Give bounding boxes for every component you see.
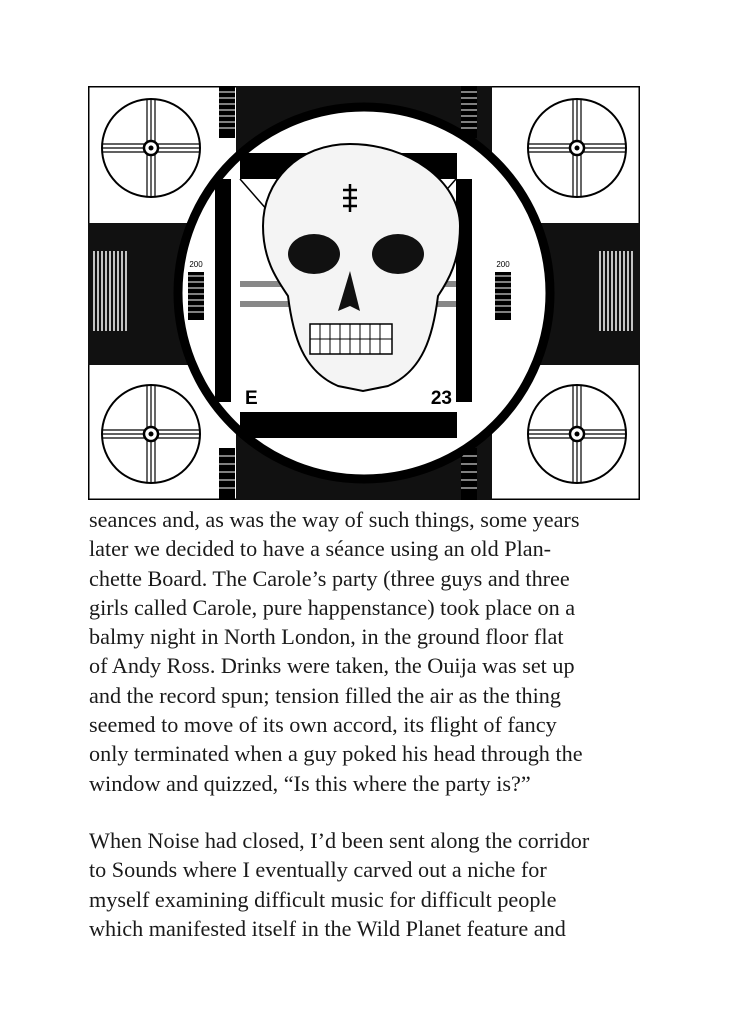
corner-target-top-left [102,99,200,197]
body-paragraph-1 [89,505,649,798]
text-line: of Andy Ross. Drinks were taken, the Ouija was set up [89,653,575,679]
body-paragraph-2 [89,826,649,943]
text-line: window and quizzed, “Is this where the party is?” [89,770,531,796]
text-line: When Noise had closed, I’d been sent along the corridor [89,828,590,853]
label-23: 23 [430,388,452,409]
text-line: which manifested itself in the Wild Planet feature and [89,915,566,941]
text-line: only terminated when a guy poked his head through the [89,741,583,767]
text-line: to Sounds where I eventually carved out a niche for [89,857,547,883]
text-line: and the record spun; tension filled the air as the thing [89,682,561,708]
text-line: chette Board. The Carole’s party (three guys and three [89,565,570,591]
text-line: later we decided to have a séance using an old Plan- [89,536,552,562]
text-line: balmy night in North London, in the ground floor flat [89,624,564,650]
label-200-left: 200 [189,260,203,269]
text-line: myself examining difficult music for difficult people [89,886,557,912]
label-e: E [245,388,258,409]
text-line: seemed to move of its own accord, its flight of fancy [89,712,557,738]
corner-target-bottom-left [102,385,200,483]
label-200-right: 200 [496,260,510,269]
skull-test-card-illustration [88,86,640,500]
corner-target-top-right [528,99,626,197]
text-line: girls called Carole, pure happenstance) took place on a [89,594,576,620]
corner-target-bottom-right [528,385,626,483]
text-line: seances and, as was the way of such things, some years [89,507,580,532]
